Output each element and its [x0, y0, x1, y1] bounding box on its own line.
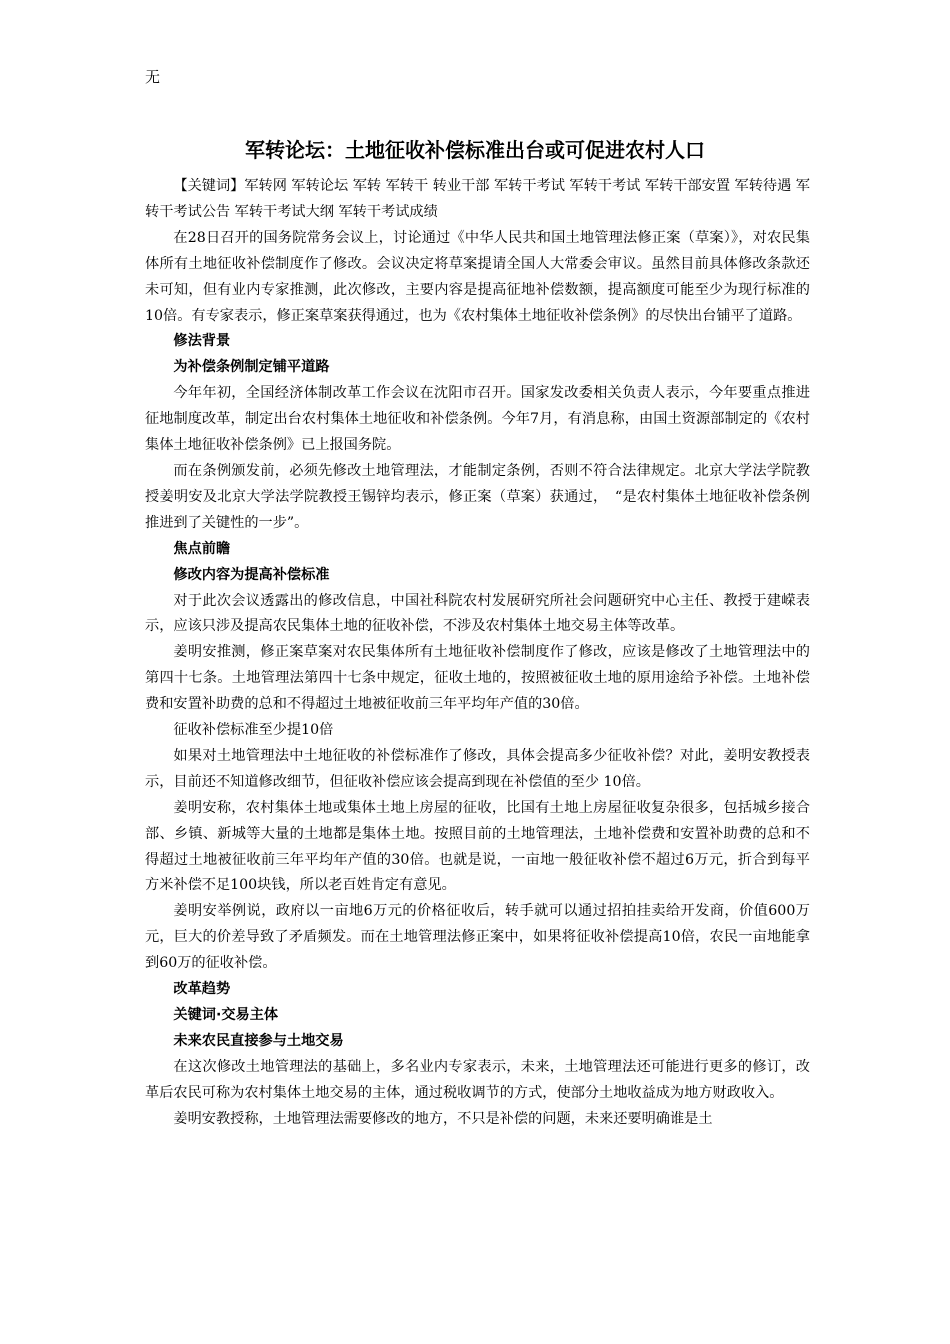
body-paragraph: 征收补偿标准至少提10倍: [173, 722, 334, 739]
body-paragraph: 今年年初，全国经济体制改革工作会议在沈阳市召开。国家发改委相关负责人表示，今年要重点推进征地制度改革，制定出台农村集体土地征收和补偿条例。今年7月，有消息称，由国土资源部制定的《农村集体土地征收补偿条例》已上报国务院。: [145, 385, 810, 454]
document-title: 军转论坛：土地征收补偿标准出台或可促进农村人口: [245, 138, 705, 162]
body-paragraph: 而在条例颁发前，必须先修改土地管理法，才能制定条例，否则不符合法律规定。北京大学法学院教授姜明安及北京大学法学院教授王锡锌均表示，修正案（草案）获通过， “是农村集体土地征收补偿条例推进到了关键性的一步”。: [145, 462, 810, 531]
section-heading: 改革趋势: [173, 981, 231, 998]
section-subheading: 修改内容为提高补偿标准: [173, 566, 330, 583]
body-paragraph: 姜明安推测，修正案草案对农民集体所有土地征收补偿制度作了修改，应该是修改了土地管理法中的第四十七条。土地管理法第四十七条中规定，征收土地的，按照被征收土地的原用途给予补偿。土地补偿费和安置补助费的总和不得超过土地被征收前三年平均年产值的30倍。: [145, 644, 810, 713]
body-paragraph: 姜明安教授称，土地管理法需要修改的地方，不只是补偿的问题，未来还要明确谁是土: [173, 1110, 713, 1127]
header-mark: 无: [145, 68, 161, 86]
body-paragraph: 姜明安举例说，政府以一亩地6万元的价格征收后，转手就可以通过招拍挂卖给开发商，价值600万元，巨大的价差导致了矛盾频发。而在土地管理法修正案中，如果将征收补偿提高10倍，农民一亩地能拿到60万的征收补偿。: [145, 903, 810, 972]
body-paragraph: 如果对土地管理法中土地征收的补偿标准作了修改，具体会提高多少征收补偿？对此，姜明安教授表示，目前还不知道修改细节，但征收补偿应该会提高到现在补偿值的至少 10倍。: [145, 747, 810, 790]
section-subheading: 为补偿条例制定铺平道路: [173, 359, 330, 376]
body-paragraph: 姜明安称，农村集体土地或集体土地上房屋的征收，比国有土地上房屋征收复杂很多，包括城乡接合部、乡镇、新城等大量的土地都是集体土地。按照目前的土地管理法，土地补偿费和安置补助费的总和不得超过土地被征收前三年平均年产值的30倍。也就是说，一亩地一般征收补偿不超过6万元，折合到每平方米补偿不足100块钱，所以老百姓肯定有意见。: [145, 799, 810, 894]
section-heading: 修法背景: [173, 333, 231, 350]
body-paragraph: 对于此次会议透露出的修改信息，中国社科院农村发展研究所社会问题研究中心主任、教授于建嵘表示，应该只涉及提高农民集体土地的征收补偿，不涉及农村集体土地交易主体等改革。: [145, 592, 810, 635]
article-body: [145, 174, 810, 1133]
keywords-paragraph: 【关键词】军转网 军转论坛 军转 军转干 转业干部 军转干考试 军转干考试 军转干部安置 军转待遇 军转干考试公告 军转干考试大纲 军转干考试成绩: [145, 178, 810, 220]
section-heading: 焦点前瞻: [173, 540, 231, 557]
section-subheading: 未来农民直接参与土地交易: [173, 1032, 344, 1049]
section-subheading: 关键词·交易主体: [173, 1007, 279, 1023]
body-paragraph: 在这次修改土地管理法的基础上，多名业内专家表示，未来，土地管理法还可能进行更多的修订，改革后农民可称为农村集体土地交易的主体，通过税收调节的方式，使部分土地收益成为地方财政收入。: [145, 1058, 810, 1101]
body-paragraph: 在28日召开的国务院常务会议上，讨论通过《中华人民共和国土地管理法修正案（草案）》，对农民集体所有土地征收补偿制度作了修改。会议决定将草案提请全国人大常委会审议。虽然目前具体修改条款还未可知，但有业内专家推测，此次修改，主要内容是提高征地补偿数额，提高额度可能至少为现行标准的10倍。有专家表示，修正案草案获得通过，也为《农村集体土地征收补偿条例》的尽快出台铺平了道路。: [145, 229, 810, 324]
